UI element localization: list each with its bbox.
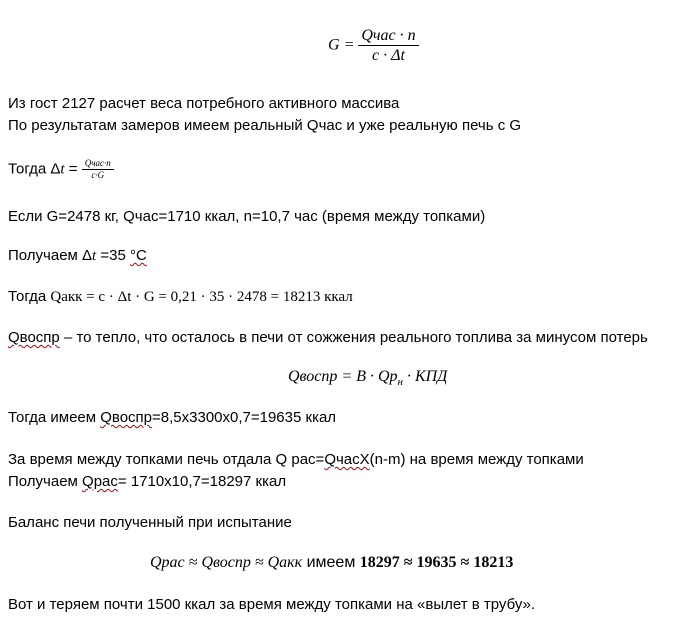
formula-q-vospr-sub: н: [397, 376, 403, 389]
text-line-q-vospr-calc: [8, 409, 336, 427]
text-line-q-akk: [8, 288, 353, 306]
text-line-conclusion: Вот и теряем почти 1500 ккал за время между топками на «вылет в трубу».: [8, 596, 536, 613]
formula-balance-mid: имеем: [302, 554, 360, 571]
delta-t-prefix: Тогда Δ: [8, 160, 61, 178]
formula-balance-values: 18297 ≈ 19635 ≈ 18213: [359, 554, 514, 571]
formula-q-vospr-main: Qвоспр = B · Qр: [288, 368, 398, 385]
q-vospr-calc-rest: =8,5х3300х0,7=19635 ккал: [152, 409, 337, 426]
q-vospr-definition-text: – то тепло, что осталось в печи от сожжения реального топлива за минусом потерь: [59, 329, 648, 346]
text-line-q-ras-definition: [8, 451, 584, 469]
formula-q-vospr-tail: · КПД: [402, 368, 448, 385]
delta-t-numerator: Qчас·n: [82, 158, 114, 170]
delta-t-var: t: [60, 161, 65, 178]
q-akk-formula: Qакк = c · Δt · G = 0,21 · 35 · 2478 = 18213 ккал: [50, 289, 353, 305]
formula-g: [328, 26, 419, 65]
formula-q-vospr: [288, 368, 447, 388]
formula-g-lhs: G: [328, 36, 340, 54]
delta-t-fraction: [82, 158, 114, 181]
q-ras-result-word: Qрас: [82, 473, 118, 490]
text-line-balance: Баланс печи полученный при испытание: [8, 514, 292, 531]
q-vospr-calc-prefix: Тогда имеем: [8, 409, 101, 426]
q-ras-result-prefix: Получаем: [8, 473, 83, 490]
text-line-delta-t-result: [8, 247, 147, 265]
delta-t-result-prefix: Получаем Δ: [8, 247, 93, 264]
formula-g-numerator: Qчас · n: [358, 26, 418, 46]
q-ras-definition-word: QчасХ: [324, 451, 370, 468]
text-line-delta-t-formula: [8, 158, 114, 181]
delta-t-result-value: =35: [96, 247, 130, 264]
formula-balance-a: Qрас ≈ Qвоспр ≈ Qакк: [150, 554, 303, 571]
q-ras-definition-b: (n-m) на время между топками: [369, 451, 584, 468]
q-vospr-calc-word: Qвоспр: [100, 409, 153, 426]
text-line-q-ras-result: [8, 473, 286, 491]
q-vospr-word: Qвоспр: [8, 329, 60, 346]
text-line-given-values: Если G=2478 кг, Qчас=1710 ккал, n=10,7 час (время между топками): [8, 208, 486, 225]
q-ras-definition-a: За время между топками печь отдала Q рас=: [8, 451, 325, 468]
q-akk-prefix: Тогда: [8, 288, 51, 305]
delta-t-denominator: c·G: [91, 169, 105, 180]
text-line-q-vospr-definition: [8, 329, 648, 347]
delta-t-result-unit: °C: [130, 247, 147, 264]
formula-g-eq: =: [343, 36, 355, 54]
delta-t-eq: =: [64, 160, 82, 178]
text-line-gost: Из гост 2127 расчет веса потребного активного массива: [8, 95, 400, 112]
formula-balance: [150, 554, 513, 572]
q-ras-result-rest: = 1710х10,7=18297 ккал: [117, 473, 287, 490]
formula-g-denominator: c · Δt: [372, 47, 405, 65]
delta-t-result-var: t: [92, 248, 97, 264]
text-line-measurements: По результатам замеров имеем реальный Qчас и уже реальную печь с G: [8, 117, 522, 134]
formula-g-fraction: [358, 26, 418, 65]
